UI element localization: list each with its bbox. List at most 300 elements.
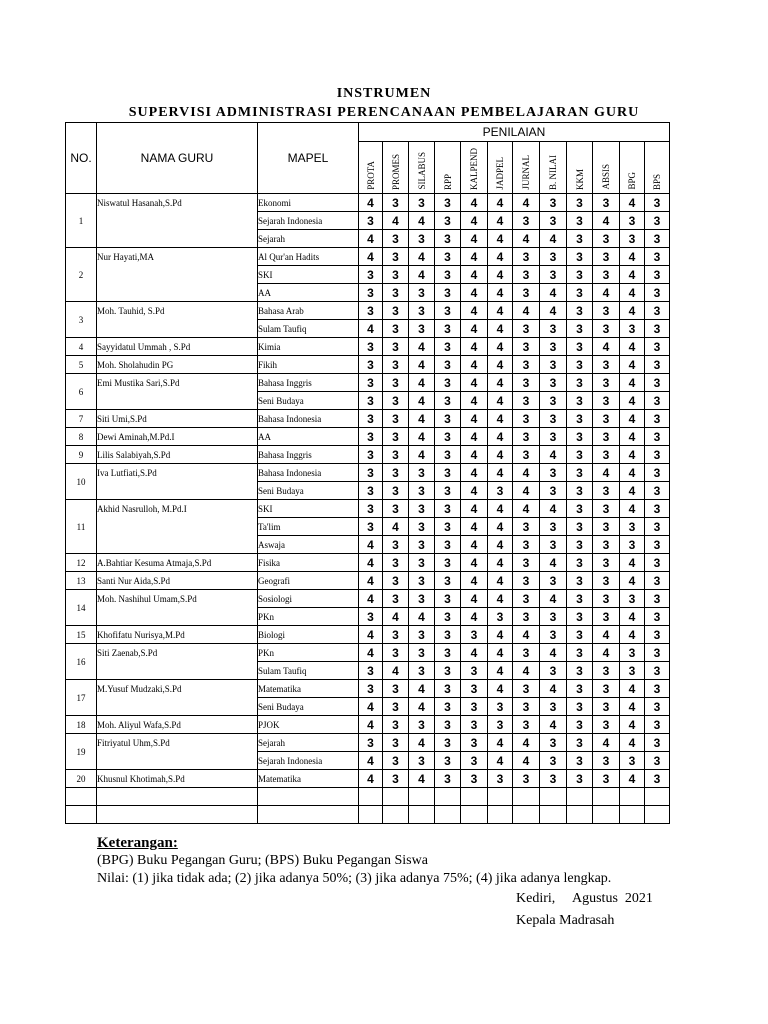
score-cell: 4 [593,644,620,662]
score-cell: 3 [383,266,409,284]
score-cell: 3 [540,536,567,554]
subject-cell: Aswaja [258,536,359,554]
score-cell: 3 [383,392,409,410]
score-cell: 4 [593,626,620,644]
score-cell: 4 [461,554,488,572]
score-cell: 4 [540,230,567,248]
score-cell: 3 [593,446,620,464]
teacher-name: Nur Hayati,MA [97,252,154,262]
subject-cell: Ta'lim [258,518,359,536]
score-cell: 3 [567,230,593,248]
teacher-name: Moh. Tauhid, S.Pd [97,306,165,316]
score-cell: 4 [359,752,383,770]
supervision-table [65,122,670,824]
score-cell: 4 [620,626,645,644]
subject-cell: Sejarah [258,734,359,752]
teacher-name: Khofifatu Nurisya,M.Pd [97,630,185,640]
subject-cell: Bahasa Indonesia [258,464,359,482]
subject-cell: Fisika [258,554,359,572]
table-row [66,446,670,464]
score-cell: 3 [593,770,620,788]
row-number: 4 [66,338,97,356]
score-cell: 3 [567,482,593,500]
score-cell: 3 [513,374,540,392]
empty-cell [461,806,488,824]
score-cell: 4 [461,428,488,446]
criterion-label: RPP [442,173,453,190]
header-criterion [620,142,645,194]
score-cell: 3 [620,518,645,536]
score-cell: 3 [383,464,409,482]
score-cell: 4 [409,212,435,230]
score-cell: 3 [435,716,461,734]
score-cell: 3 [567,662,593,680]
empty-row [66,788,670,806]
score-cell: 4 [593,338,620,356]
score-cell: 3 [435,572,461,590]
score-cell: 4 [359,590,383,608]
score-cell: 3 [435,464,461,482]
score-cell: 3 [645,266,670,284]
score-cell: 3 [513,554,540,572]
score-cell: 3 [593,428,620,446]
row-number: 1 [66,194,97,248]
score-cell: 3 [383,248,409,266]
score-cell: 4 [620,446,645,464]
criterion-label: ABSIS [601,164,611,190]
score-cell: 4 [488,680,513,698]
row-number: 15 [66,626,97,644]
teacher-name: Emi Mustika Sari,S.Pd [97,378,180,388]
score-cell: 4 [513,500,540,518]
score-cell: 4 [620,284,645,302]
score-cell: 3 [383,338,409,356]
score-cell: 4 [409,446,435,464]
score-cell: 3 [359,608,383,626]
score-cell: 4 [540,284,567,302]
score-cell: 3 [359,356,383,374]
score-cell: 3 [540,212,567,230]
score-cell: 4 [461,392,488,410]
table-row [66,734,670,752]
score-cell: 3 [409,662,435,680]
score-cell: 3 [435,428,461,446]
score-cell: 4 [488,320,513,338]
subject-cell: PKn [258,608,359,626]
document-title: INSTRUMEN [336,86,432,101]
score-cell: 3 [359,482,383,500]
score-cell: 4 [383,662,409,680]
score-cell: 4 [513,194,540,212]
score-cell: 3 [593,518,620,536]
score-cell: 4 [359,770,383,788]
teacher-name: Siti Zaenab,S.Pd [97,648,158,658]
teacher-name: Niswatul Hasanah,S.Pd [97,198,182,208]
score-cell: 3 [620,752,645,770]
table-row [66,194,670,212]
score-cell: 3 [645,626,670,644]
empty-cell [97,806,258,824]
criterion-label: SILABUS [416,152,427,190]
table-row [66,644,670,662]
score-cell: 3 [383,536,409,554]
score-cell: 4 [461,590,488,608]
empty-cell [620,788,645,806]
row-number: 19 [66,734,97,770]
score-cell: 4 [461,644,488,662]
score-cell: 3 [409,590,435,608]
score-cell: 4 [620,392,645,410]
score-cell: 3 [567,320,593,338]
score-cell: 3 [567,716,593,734]
score-cell: 3 [435,302,461,320]
row-number: 14 [66,590,97,626]
score-cell: 3 [540,608,567,626]
score-cell: 3 [359,662,383,680]
table-row [66,464,670,482]
teacher-name: Lilis Salabiyah,S.Pd [97,450,171,460]
score-cell: 4 [461,482,488,500]
score-cell: 3 [488,608,513,626]
score-cell: 4 [488,500,513,518]
score-cell: 3 [567,266,593,284]
score-cell: 3 [567,356,593,374]
score-cell: 4 [461,266,488,284]
score-cell: 3 [359,266,383,284]
score-cell: 4 [540,590,567,608]
score-cell: 3 [540,662,567,680]
header-criterion [593,142,620,194]
score-cell: 3 [513,698,540,716]
score-cell: 3 [540,374,567,392]
teacher-name-cell [97,626,258,644]
subject-cell: SKI [258,500,359,518]
score-cell: 3 [409,464,435,482]
score-cell: 3 [513,392,540,410]
score-cell: 3 [359,428,383,446]
score-cell: 4 [593,284,620,302]
header-criterion [645,142,670,194]
score-cell: 3 [567,374,593,392]
score-cell: 3 [383,356,409,374]
score-cell: 3 [540,410,567,428]
score-cell: 3 [513,608,540,626]
table-row [66,356,670,374]
row-number: 16 [66,644,97,680]
score-cell: 3 [359,518,383,536]
score-cell: 3 [359,734,383,752]
score-cell: 3 [567,572,593,590]
score-cell: 3 [645,680,670,698]
teacher-name-cell [97,500,258,554]
score-cell: 3 [383,680,409,698]
score-cell: 4 [488,644,513,662]
header-criterion [409,142,435,194]
score-cell: 4 [461,374,488,392]
score-cell: 4 [461,284,488,302]
score-cell: 4 [620,500,645,518]
row-number: 5 [66,356,97,374]
header-criterion [488,142,513,194]
score-cell: 4 [359,248,383,266]
score-cell: 4 [461,518,488,536]
score-cell: 3 [488,716,513,734]
table-row [66,410,670,428]
score-cell: 4 [540,500,567,518]
score-cell: 4 [409,266,435,284]
criterion-label: JURNAL [521,155,531,190]
score-cell: 4 [409,392,435,410]
score-cell: 4 [488,266,513,284]
score-cell: 3 [540,320,567,338]
row-number: 6 [66,374,97,410]
score-cell: 3 [540,338,567,356]
score-cell: 3 [383,752,409,770]
score-cell: 4 [513,752,540,770]
score-cell: 4 [488,410,513,428]
teacher-name-cell [97,464,258,500]
score-cell: 3 [513,320,540,338]
subject-cell: AA [258,284,359,302]
score-cell: 3 [593,716,620,734]
score-cell: 3 [488,482,513,500]
score-cell: 3 [567,608,593,626]
score-cell: 3 [435,446,461,464]
row-number: 20 [66,770,97,788]
score-cell: 3 [593,410,620,428]
notes-line-2: Nilai: (1) jika tidak ada; (2) jika adanya 50%; (3) jika adanya 75%; (4) jika adanya lengkap. [97,871,612,886]
score-cell: 3 [435,194,461,212]
table-row [66,626,670,644]
score-cell: 4 [540,446,567,464]
teacher-name-cell [97,410,258,428]
score-cell: 4 [513,626,540,644]
score-cell: 3 [567,554,593,572]
score-cell: 3 [567,752,593,770]
criterion-label: JADPEL [495,157,505,190]
score-cell: 4 [461,356,488,374]
score-cell: 3 [645,518,670,536]
empty-cell [593,788,620,806]
score-cell: 3 [513,572,540,590]
score-cell: 4 [513,482,540,500]
score-cell: 4 [409,338,435,356]
empty-cell [567,788,593,806]
row-number: 17 [66,680,97,716]
teacher-name-cell [97,356,258,374]
score-cell: 4 [620,698,645,716]
header-penilaian: PENILAIAN [359,123,670,142]
score-cell: 3 [645,644,670,662]
empty-cell [513,788,540,806]
empty-cell [540,788,567,806]
signature-block [516,888,653,932]
score-cell: 4 [620,464,645,482]
score-cell: 3 [593,554,620,572]
empty-cell [645,788,670,806]
teacher-name: Dewi Aminah,M.Pd.I [97,432,175,442]
score-cell: 3 [461,698,488,716]
empty-cell [258,806,359,824]
teacher-name-cell [97,554,258,572]
score-cell: 4 [620,554,645,572]
score-cell: 3 [593,536,620,554]
row-number: 8 [66,428,97,446]
score-cell: 4 [461,446,488,464]
score-cell: 3 [540,626,567,644]
score-cell: 3 [513,428,540,446]
score-cell: 3 [435,284,461,302]
score-cell: 3 [383,374,409,392]
score-cell: 3 [383,284,409,302]
subject-cell: Bahasa Indonesia [258,410,359,428]
score-cell: 3 [645,734,670,752]
score-cell: 3 [645,212,670,230]
score-cell: 4 [488,248,513,266]
score-cell: 3 [383,428,409,446]
teacher-name: A.Bahtiar Kesuma Atmaja,S.Pd [97,558,212,568]
score-cell: 4 [513,734,540,752]
score-cell: 3 [513,680,540,698]
score-cell: 4 [488,194,513,212]
header-no: NO. [66,123,97,194]
score-cell: 3 [593,392,620,410]
score-cell: 3 [645,608,670,626]
score-cell: 4 [620,410,645,428]
row-number: 12 [66,554,97,572]
teacher-name: Moh. Sholahudin PG [97,360,174,370]
score-cell: 3 [593,500,620,518]
score-cell: 3 [383,446,409,464]
score-cell: 3 [435,500,461,518]
score-cell: 4 [488,662,513,680]
document-subtitle: SUPERVISI ADMINISTRASI PERENCANAAN PEMBELAJARAN GURU [128,105,640,120]
score-cell: 3 [567,734,593,752]
score-cell: 3 [593,374,620,392]
teacher-name: Akhid Nasrulloh, M.Pd.I [97,504,187,514]
subject-cell: AA [258,428,359,446]
score-cell: 4 [488,518,513,536]
score-cell: 3 [409,536,435,554]
teacher-name: Siti Umi,S.Pd [97,414,147,424]
score-cell: 3 [567,302,593,320]
header-criterion [435,142,461,194]
empty-cell [359,788,383,806]
teacher-name-cell [97,302,258,338]
score-cell: 3 [540,734,567,752]
score-cell: 3 [513,518,540,536]
notes-line-1: (BPG) Buku Pegangan Guru; (BPS) Buku Pegangan Siswa [97,853,428,868]
score-cell: 3 [645,752,670,770]
score-cell: 3 [383,410,409,428]
score-cell: 4 [488,392,513,410]
score-cell: 4 [409,608,435,626]
score-cell: 3 [435,554,461,572]
score-cell: 3 [645,356,670,374]
teacher-name-cell [97,644,258,680]
empty-cell [593,806,620,824]
teacher-name-cell [97,680,258,716]
score-cell: 3 [567,698,593,716]
score-cell: 4 [461,212,488,230]
score-cell: 3 [567,500,593,518]
score-cell: 4 [488,572,513,590]
score-cell: 3 [513,446,540,464]
score-cell: 4 [620,248,645,266]
teacher-name-cell [97,194,258,248]
empty-cell [540,806,567,824]
score-cell: 3 [567,248,593,266]
teacher-name-cell [97,338,258,356]
score-cell: 3 [540,482,567,500]
score-cell: 4 [409,680,435,698]
score-cell: 4 [409,374,435,392]
score-cell: 3 [645,320,670,338]
table-row [66,338,670,356]
score-cell: 3 [409,626,435,644]
score-cell: 3 [435,248,461,266]
score-cell: 3 [513,284,540,302]
teacher-name-cell [97,374,258,410]
score-cell: 4 [488,590,513,608]
score-cell: 3 [540,752,567,770]
empty-cell [258,788,359,806]
score-cell: 3 [513,536,540,554]
score-cell: 3 [409,284,435,302]
score-cell: 4 [383,212,409,230]
score-cell: 4 [513,302,540,320]
score-cell: 3 [540,464,567,482]
score-cell: 3 [645,716,670,734]
score-cell: 3 [513,266,540,284]
score-cell: 4 [488,356,513,374]
score-cell: 4 [409,428,435,446]
score-cell: 3 [435,230,461,248]
score-cell: 3 [435,338,461,356]
score-cell: 4 [488,536,513,554]
subject-cell: Kimia [258,338,359,356]
score-cell: 3 [540,698,567,716]
score-cell: 4 [359,194,383,212]
score-cell: 3 [435,482,461,500]
score-cell: 3 [567,590,593,608]
criterion-label: BPG [627,172,637,190]
score-cell: 3 [567,770,593,788]
score-cell: 3 [593,320,620,338]
empty-cell [567,806,593,824]
score-cell: 3 [593,752,620,770]
score-cell: 3 [513,248,540,266]
score-cell: 3 [383,626,409,644]
subject-cell: Geografi [258,572,359,590]
score-cell: 3 [383,320,409,338]
criterion-label: B. NILAI [548,155,558,190]
teacher-name-cell [97,734,258,770]
score-cell: 4 [593,464,620,482]
score-cell: 3 [645,446,670,464]
subject-cell: SKI [258,266,359,284]
teacher-name: M.Yusuf Mudzaki,S.Pd [97,684,182,694]
empty-cell [383,788,409,806]
table-row [66,716,670,734]
criterion-label: PROTA [365,161,376,190]
score-cell: 4 [620,770,645,788]
score-cell: 4 [461,410,488,428]
score-cell: 3 [409,644,435,662]
score-cell: 3 [645,410,670,428]
score-cell: 4 [409,698,435,716]
score-cell: 3 [513,770,540,788]
